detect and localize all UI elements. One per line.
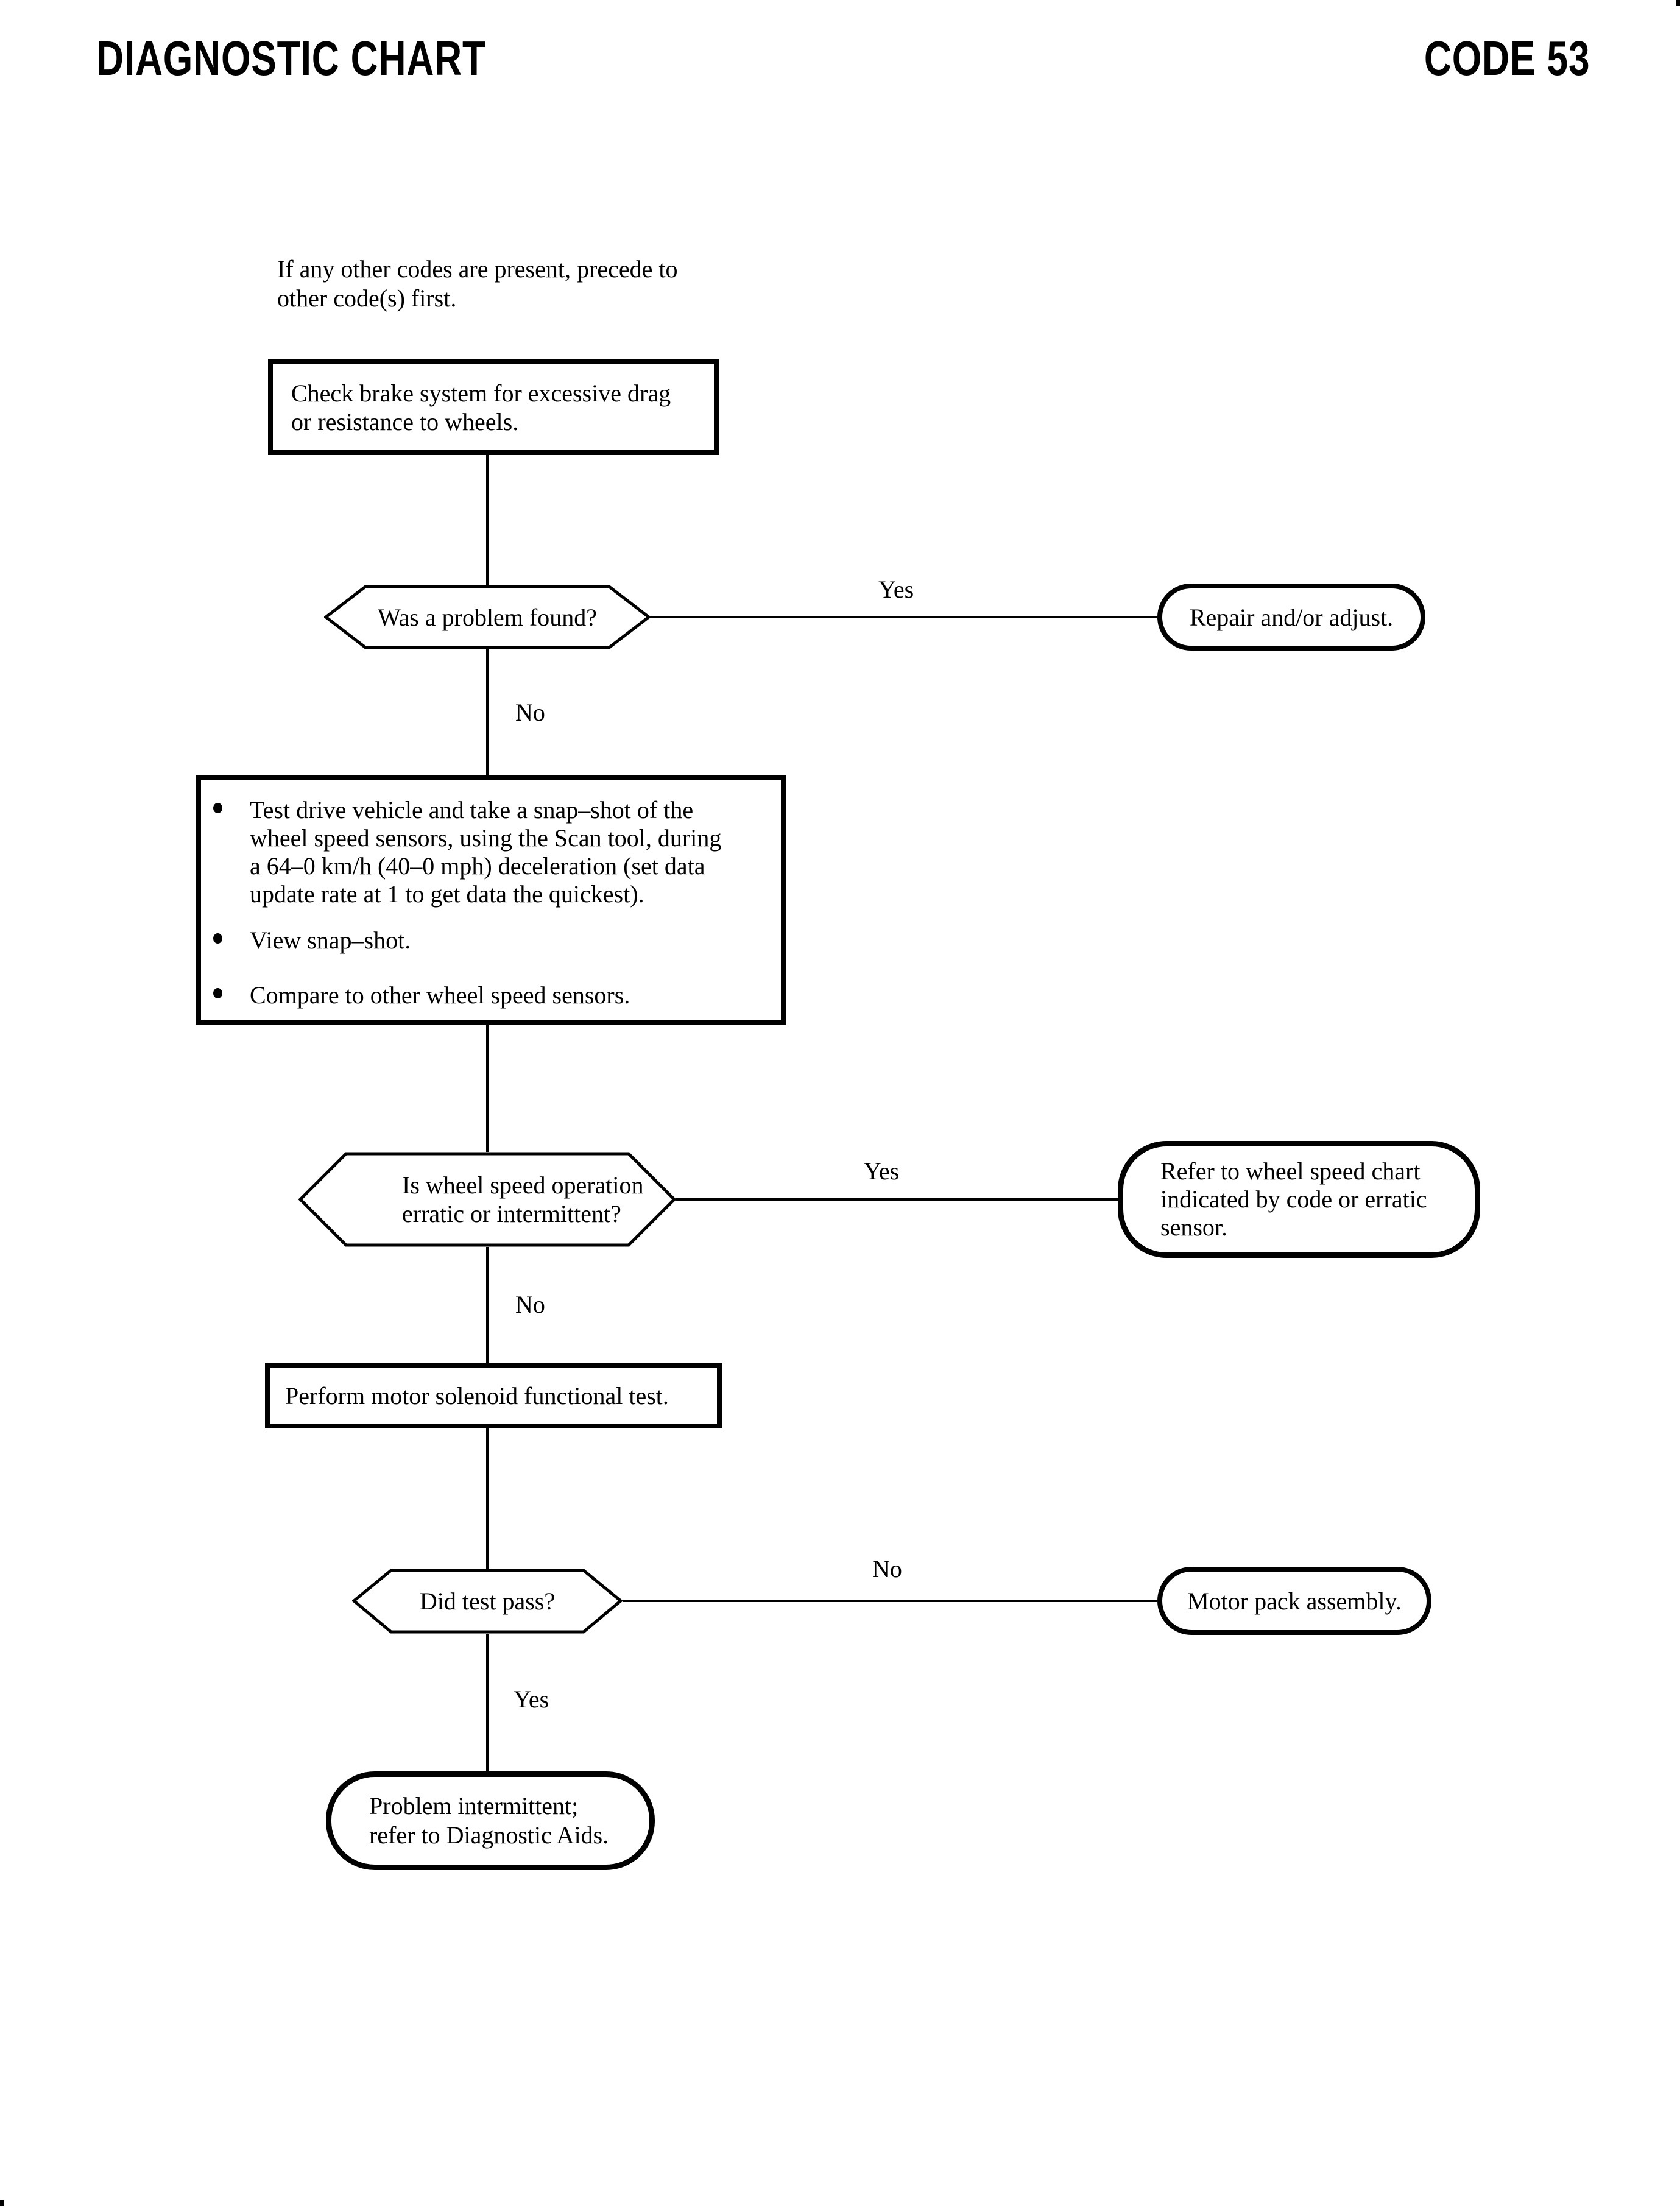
connector-line: [486, 1025, 489, 1152]
terminal-text: Repair and/or adjust.: [1189, 603, 1394, 631]
decision-question: Did test pass?: [419, 1587, 556, 1615]
decision-question: Was a problem found?: [378, 603, 597, 631]
bullet-text: [250, 981, 630, 1009]
connector-line-yes-branch: [676, 1198, 1118, 1201]
terminal-text-line: indicated by code or erratic: [1160, 1185, 1427, 1213]
decision-hexagon-test-pass: [352, 1569, 623, 1634]
bullet-item: [213, 796, 763, 908]
intro-note-line: If any other codes are present, precede to: [277, 255, 678, 283]
connector-line-yes-branch: [651, 616, 1157, 618]
intro-note: [277, 255, 677, 313]
bullet-text-line: Test drive vehicle and take a snap–shot of the: [250, 796, 694, 824]
terminal-text: Motor pack assembly.: [1187, 1587, 1402, 1615]
branch-label-no: No: [515, 699, 545, 726]
connector-line: [486, 649, 489, 775]
process-text-line: Check brake system for excessive drag: [291, 379, 671, 407]
branch-label-no: No: [515, 1291, 545, 1318]
terminal-problem-intermittent: [326, 1771, 655, 1870]
terminal-text-line: sensor.: [1160, 1213, 1227, 1241]
decision-question: [298, 1152, 676, 1247]
process-box-solenoid-test: [265, 1363, 722, 1428]
terminal-text-line: Refer to wheel speed chart: [1160, 1157, 1421, 1185]
decision-question-line: Is wheel speed operation: [402, 1171, 644, 1199]
connector-line: [486, 1428, 489, 1569]
scan-artifact: [0, 2200, 4, 2206]
intro-note-line: other code(s) first.: [277, 284, 457, 312]
bullet-text: [250, 927, 411, 955]
scan-artifact: [1676, 0, 1680, 6]
terminal-text-line: Problem intermittent;: [369, 1792, 579, 1820]
terminal-text-line: refer to Diagnostic Aids.: [369, 1821, 609, 1849]
terminal-repair-adjust: [1157, 584, 1425, 651]
page-title: DIAGNOSTIC CHART: [96, 31, 486, 85]
process-box-check-brakes: [268, 359, 719, 455]
branch-label-no: No: [872, 1555, 902, 1583]
bullet-item: [213, 927, 763, 955]
bullet-icon: [213, 933, 222, 944]
terminal-refer-wheel-speed-chart: [1118, 1141, 1480, 1258]
branch-label-yes: Yes: [514, 1686, 549, 1713]
bullet-icon: [213, 803, 222, 813]
bullet-text: [250, 796, 721, 908]
bullet-item: [213, 981, 763, 1009]
connector-line: [486, 455, 489, 585]
branch-label-yes: Yes: [864, 1157, 900, 1185]
terminal-motor-pack: [1157, 1567, 1431, 1635]
bullet-text-line: wheel speed sensors, using the Scan tool, during: [250, 824, 722, 852]
bullet-text-line: a 64–0 km/h (40–0 mph) deceleration (set data: [250, 852, 705, 880]
connector-line: [486, 1634, 489, 1771]
decision-hexagon-problem-found: [324, 585, 651, 649]
connector-line: [486, 1247, 489, 1363]
connector-line-no-branch: [623, 1600, 1157, 1602]
process-box-test-drive: [196, 775, 786, 1025]
bullet-text-line: update rate at 1 to get data the quickest).: [250, 880, 644, 908]
process-text-line: or resistance to wheels.: [291, 408, 519, 436]
code-number-label: CODE 53: [1424, 31, 1590, 85]
bullet-text-line: View snap–shot.: [250, 927, 411, 954]
branch-label-yes: Yes: [878, 576, 914, 603]
decision-question-line: erratic or intermittent?: [402, 1200, 621, 1227]
process-text-line: Perform motor solenoid functional test.: [285, 1382, 669, 1410]
bullet-icon: [213, 988, 222, 998]
bullet-text-line: Compare to other wheel speed sensors.: [250, 981, 630, 1009]
decision-hexagon-wheel-speed: [298, 1152, 676, 1247]
